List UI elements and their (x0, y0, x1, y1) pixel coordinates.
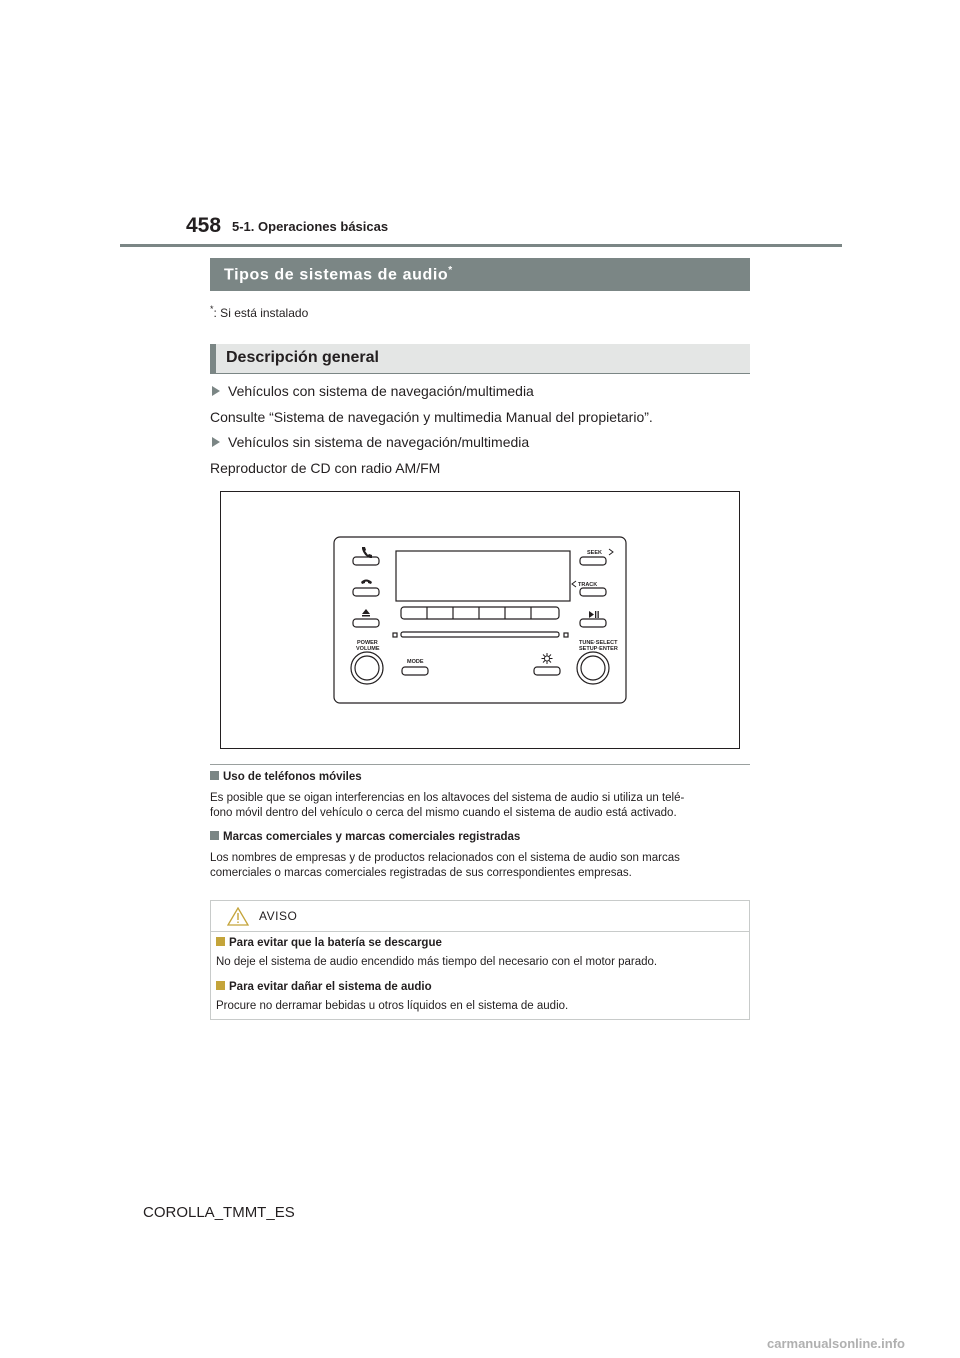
main-heading-marker: * (448, 265, 453, 276)
warning-triangle-icon (227, 907, 249, 926)
main-heading-bar (210, 258, 750, 291)
item-title-with-navigation: Vehículos con sistema de navegación/multimedia (210, 383, 534, 399)
radio-figure-frame (220, 491, 740, 749)
caution-item-title-damage: Para evitar dañar el sistema de audio (216, 981, 432, 993)
note-title-trademarks: Marcas comerciales y marcas comerciales registradas (210, 831, 520, 843)
item-text-without-navigation: Reproductor de CD con radio AM/FM (210, 460, 441, 476)
volume-label: VOLUME (356, 646, 380, 652)
section-reference: 5-1. Operaciones básicas (232, 219, 389, 234)
sub-heading-bar (210, 344, 750, 374)
caution-item-title-battery: Para evitar que la batería se descargue (216, 937, 442, 949)
caution-title-row (211, 901, 749, 932)
sub-heading-title: Descripción general (226, 349, 379, 366)
figure-divider (210, 764, 750, 765)
watermark: carmanualsonline.info (767, 1336, 905, 1351)
caution-box (210, 900, 750, 1020)
header-rule (120, 244, 842, 247)
square-bullet-icon (210, 771, 219, 780)
square-bullet-icon (210, 831, 219, 840)
item-title-without-navigation: Vehículos sin sistema de navegación/multimedia (210, 434, 529, 450)
page-number: 458 (186, 214, 222, 237)
footer-manual-code: COROLLA_TMMT_ES (143, 1204, 295, 1221)
caution-item-text-battery: No deje el sistema de audio encendido más tiempo del necesario con el motor parado. (216, 956, 658, 968)
triangle-bullet-icon (212, 437, 220, 447)
power-label: POWER (357, 640, 378, 646)
main-heading-title: Tipos de sistemas de audio* (224, 265, 453, 284)
footnote: *: Si está instalado (210, 304, 309, 320)
item-text-with-navigation: Consulte “Sistema de navegación y multimedia Manual del propietario”. (210, 409, 653, 425)
mode-label: MODE (407, 659, 424, 665)
setup-enter-label: SETUP·ENTER (579, 646, 618, 652)
note-title-phones: Uso de teléfonos móviles (210, 771, 362, 783)
note-text-phones: Es posible que se oigan interferencias en los altavoces del sistema de audio si utiliza un telé- fono móvil dentro del vehículo o cerca del mismo cuando el sistema de audio está activado. (210, 792, 685, 819)
caution-item-text-damage: Procure no derramar bebidas u otros líquidos en el sistema de audio. (216, 1000, 569, 1012)
track-label: TRACK (578, 582, 598, 588)
radio-illustration (221, 492, 739, 748)
note-text-trademarks: Los nombres de empresas y de productos relacionados con el sistema de audio son marcas comerciales o marcas comerciales registradas de sus correspondientes empresas. (210, 852, 680, 879)
tune-select-label: TUNE·SELECT (579, 640, 618, 646)
caution-title: AVISO (259, 909, 298, 923)
square-bullet-icon (216, 981, 225, 990)
triangle-bullet-icon (212, 386, 220, 396)
square-bullet-icon (216, 937, 225, 946)
seek-label: SEEK (587, 550, 602, 556)
